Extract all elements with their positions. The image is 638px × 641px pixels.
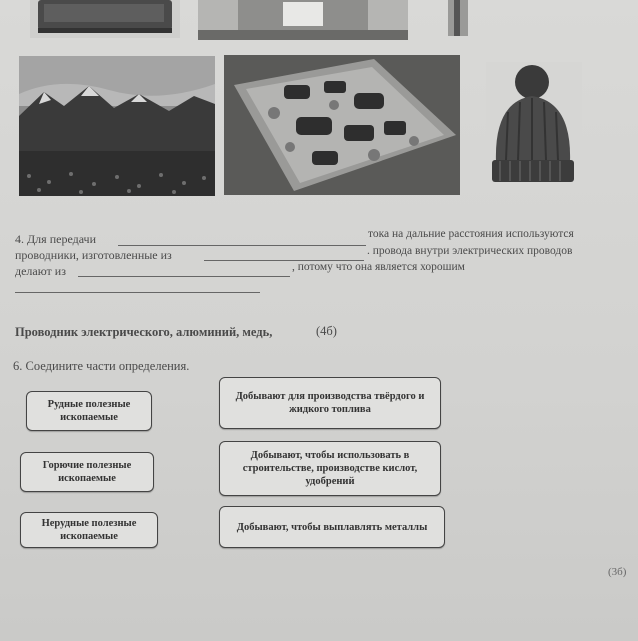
q4-line3-start: делают из bbox=[15, 264, 66, 278]
mountain-landscape-photo bbox=[19, 56, 215, 196]
answer-points: (4б) bbox=[316, 324, 337, 338]
right-box-construction-definition[interactable]: Добывают, чтобы использовать в строительстве, производстве кислот, удобрений bbox=[219, 441, 441, 496]
carpet-photo bbox=[224, 55, 460, 195]
q4-blank-4[interactable] bbox=[15, 292, 260, 293]
q4-blank-3[interactable] bbox=[78, 276, 290, 277]
right-box-metals-definition[interactable]: Добывают, чтобы выплавлять металлы bbox=[219, 506, 445, 548]
right-box-fuel-definition[interactable]: Добывают для производства твёрдого и жидкого топлива bbox=[219, 377, 441, 429]
q4-line1-start: 4. Для передачи bbox=[15, 232, 97, 246]
q4-line1-end: тока на дальние расстояния используются bbox=[368, 228, 574, 240]
q4-line2-start: проводники, изготовленные из bbox=[15, 248, 172, 262]
q4-line3-end: , потому что она является хорошим bbox=[292, 261, 465, 273]
knit-hat-photo bbox=[486, 62, 582, 190]
q6-title: 6. Соедините части определения. bbox=[13, 359, 190, 373]
window-room-photo bbox=[198, 0, 408, 40]
left-box-ore-minerals[interactable]: Рудные полезные ископаемые bbox=[26, 391, 152, 431]
curtain-photo bbox=[448, 0, 468, 36]
sofa-photo bbox=[30, 0, 180, 38]
q4-line2-end: . провода внутри электрических проводов bbox=[367, 245, 573, 257]
q4-blank-1[interactable] bbox=[118, 245, 366, 246]
left-box-nonmetallic-minerals[interactable]: Нерудные полезные ископаемые bbox=[20, 512, 158, 548]
answer-words: Проводник электрического, алюминий, медь, bbox=[15, 325, 273, 339]
left-box-fuel-minerals[interactable]: Горючие полезные ископаемые bbox=[20, 452, 154, 492]
score-label: (3б) bbox=[608, 566, 627, 578]
